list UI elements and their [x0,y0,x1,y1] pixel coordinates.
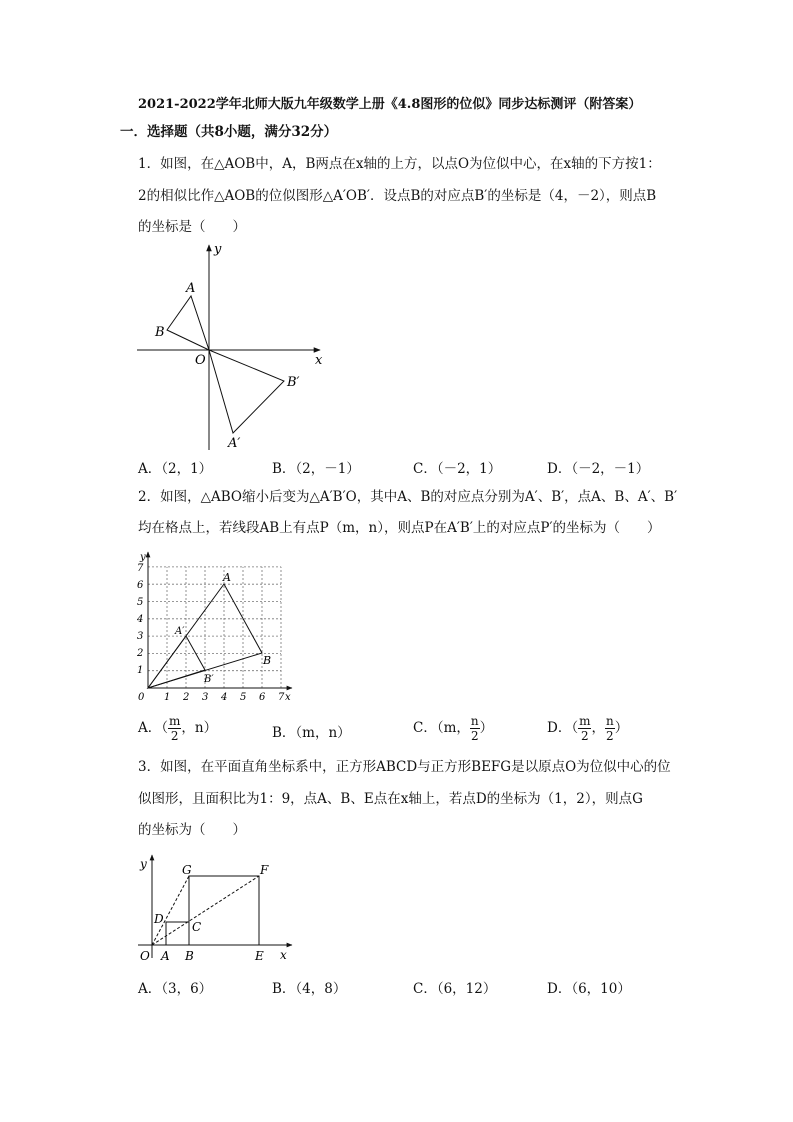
q3-label-g: G [182,863,192,877]
q3-line-1: 3．如图，在平面直角坐标系中，正方形ABCD与正方形BEFG是以原点O为位似中心的位 [138,759,671,775]
q2-xtick-6: 6 [259,692,266,703]
q2-xtick-2: 2 [183,692,190,703]
q3-label-a: A [161,949,170,963]
q2-option-d-mid: ， [591,720,605,736]
q2-option-c-den: 2 [470,729,479,743]
q2-label-ap: A′ [175,626,185,637]
q2-ytick-6: 6 [137,580,144,591]
q1-label-ap: A′ [228,436,241,451]
q2-xtick-1: 1 [164,692,171,703]
q2-xtick-3: 3 [202,692,209,703]
q2-option-a-den: 2 [170,729,179,743]
q3-option-b[interactable]: B．（4，8） [272,981,347,997]
q2-option-c-fraction [470,714,480,743]
q3-label-f: F [260,863,269,877]
q2-figure [130,548,300,708]
q2-ytick-2: 2 [137,648,144,659]
q3-option-d[interactable]: D．（6，10） [547,981,631,997]
q2-option-d-label: D．（ [547,720,579,736]
q3-option-c[interactable]: C．（6，12） [413,981,497,997]
q3-line-3: 的坐标为（ ） [138,822,246,838]
q3-label-x: x [280,948,287,962]
q2-option-d-fraction-2 [605,714,615,743]
q3-square-befg [189,876,259,945]
q2-triangle-apbpo [148,636,205,688]
q2-option-d-den1: 2 [580,729,589,743]
q2-grid [148,567,281,688]
q1-label-b: B [155,325,165,340]
page-title: 2021-2022学年北师大版九年级数学上册《4.8图形的位似》同步达标测评（附答案） [138,97,642,112]
q2-ytick-1: 1 [137,665,144,676]
q2-option-d[interactable] [547,714,628,743]
q2-option-d-num1: m [579,714,591,728]
q3-dashed-og [152,876,189,945]
q2-xtick-4: 4 [221,692,228,703]
q2-label-x: x [285,692,291,703]
q1-option-c[interactable]: C．（－2，1） [413,461,502,477]
q1-triangle-aobp [209,350,284,433]
q3-line-2: 似图形，且面积比为1：9，点A、B、E点在x轴上，若点D的坐标为（1，2），则点G [138,791,643,807]
q1-line-1: 1．如图，在△AOB中，A，B两点在x轴的上方，以点O为位似中心，在x轴的下方按1： [138,156,661,172]
q2-option-a[interactable] [138,714,217,743]
q1-label-x: x [315,353,323,368]
q1-option-d[interactable]: D．（－2，－1） [547,461,650,477]
q1-label-o: O [195,353,206,368]
q2-option-a-num: m [169,714,181,728]
q2-option-a-label: A．（ [138,720,168,736]
q2-xtick-0: 0 [138,692,145,703]
q2-option-d-fraction-1 [578,714,591,743]
q1-label-bp: B′ [287,375,300,390]
q2-option-a-fraction [168,714,181,743]
q2-label-a: A [223,571,231,584]
q1-triangle-aob [167,296,209,350]
q2-option-a-rest: ，n） [181,720,218,736]
section-heading: 一．选择题（共8小题，满分32分） [120,124,338,140]
q2-line-2: 均在格点上，若线段AB上有点P（m，n），则点P在A′B′上的对应点P′的坐标为（ ） [138,520,661,536]
q2-option-c-label: C．（m， [413,720,470,736]
q2-xtick-7: 7 [278,692,285,703]
q3-label-d: D [154,912,164,926]
q2-label-bp: B′ [204,674,214,685]
q2-option-b[interactable]: B．（m，n） [272,725,351,741]
q3-label-b: B [185,949,194,963]
q3-option-a[interactable]: A．（3，6） [138,981,213,997]
q1-line-3: 的坐标是（ ） [138,219,246,235]
q2-option-d-rest: ） [614,720,629,736]
q2-option-c-num: n [470,714,479,728]
q2-option-c-rest: ） [479,720,494,736]
q2-xtick-5: 5 [240,692,247,703]
q3-figure [130,850,300,970]
q1-line-2: 2的相似比作△AOB的位似图形△A′OB′．设点B的对应点B′的坐标是（4，－2），则点B [138,188,657,204]
q2-label-y: y [140,552,146,563]
q3-label-e: E [255,949,264,963]
q1-label-a: A [186,281,196,296]
q2-option-d-num2: n [605,714,614,728]
q2-line-1: 2．如图，△ABO缩小后变为△A′B′O，其中A、B的对应点分别为A′、B′，点A、B、A′、B′ [138,489,678,505]
q1-option-a[interactable]: A．（2，1） [138,461,213,477]
q2-ytick-5: 5 [137,597,144,608]
q1-figure [130,240,335,455]
q2-label-b: B [263,654,272,667]
q2-option-d-den2: 2 [606,729,614,743]
q2-ytick-4: 4 [137,614,144,625]
q2-option-c[interactable] [413,714,493,743]
q3-label-o: O [140,949,150,963]
q1-label-y: y [214,242,222,257]
q3-label-c: C [192,920,202,934]
q3-label-y: y [140,857,147,871]
q2-ytick-3: 3 [137,631,144,642]
q2-ytick-7: 7 [137,563,144,574]
q1-option-b[interactable]: B．（2，－1） [272,461,360,477]
q3-dashed-of [152,876,259,945]
